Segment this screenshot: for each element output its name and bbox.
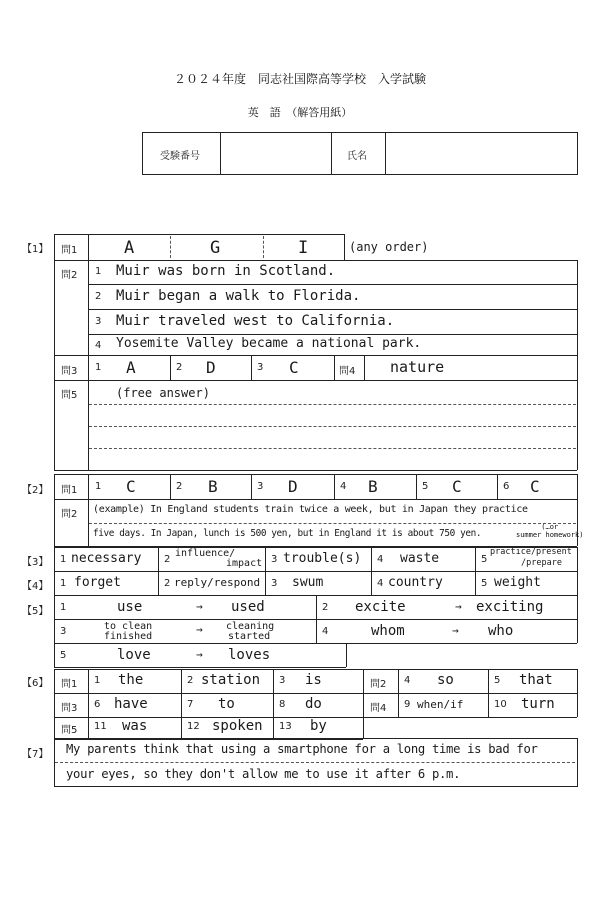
s4-num: 5 (481, 578, 488, 589)
name-field[interactable] (386, 133, 575, 173)
s1-q4-answer[interactable]: nature (390, 358, 445, 376)
s2-q1-label: 問1 (61, 485, 78, 496)
s6-num: 9 (404, 699, 411, 710)
s4-answer[interactable]: forget (74, 575, 121, 590)
s5-num: 1 (60, 602, 67, 613)
arrow-icon: → (452, 624, 459, 637)
s5-from[interactable]: to clean (104, 621, 153, 632)
s4-num: 3 (271, 578, 278, 589)
s6-answer[interactable]: is (305, 672, 322, 688)
s6-answer[interactable]: to (218, 696, 235, 712)
s4-num: 1 (60, 578, 67, 589)
s2-q2-note (516, 523, 583, 539)
s6-num: 4 (404, 675, 411, 686)
section-7-tag: 【7】 (22, 749, 49, 760)
section-6-tag: 【6】 (22, 678, 49, 689)
s6-num: 7 (187, 699, 194, 710)
s6-num: 3 (279, 675, 286, 686)
s5-num: 2 (322, 602, 329, 613)
s2-q2-label: 問2 (61, 509, 78, 520)
s6-q3-label: 問3 (61, 703, 78, 714)
s2-q1-answer[interactable]: B (208, 477, 218, 496)
s1-q5-label: 問5 (61, 390, 78, 401)
s6-q4-label: 問4 (370, 703, 387, 714)
s5-to[interactable]: exciting (476, 599, 544, 615)
s3-num: 4 (377, 554, 384, 565)
s6-answer[interactable]: do (305, 696, 322, 712)
s1-q5-answer[interactable]: (free answer) (116, 386, 210, 400)
s5-from[interactable]: excite (355, 599, 406, 615)
s1-q3-num: 1 (95, 362, 102, 373)
exam-number-label: 受験番号 (160, 151, 200, 162)
s3-answer[interactable]: necessary (71, 551, 142, 566)
s6-num: 8 (279, 699, 286, 710)
s5-to[interactable]: used (231, 599, 265, 615)
s3-num: 2 (164, 554, 171, 565)
s4-answer[interactable]: country (388, 575, 443, 590)
s6-answer[interactable]: by (310, 718, 327, 734)
s1-q4-label: 問4 (339, 366, 356, 377)
s1-q1-answer[interactable]: A (124, 238, 135, 258)
s2-q1-num: 1 (95, 481, 102, 492)
s1-q2-answer[interactable]: Yosemite Valley became a national park. (116, 336, 422, 351)
s6-num: 12 (187, 721, 200, 732)
s3-answer-2: /prepare (521, 558, 562, 568)
s1-q3-answer[interactable]: D (206, 358, 216, 377)
s1-q2-answer[interactable]: Muir traveled west to California. (116, 313, 395, 329)
s5-num: 4 (322, 626, 329, 637)
s6-answer[interactable]: so (437, 672, 454, 688)
s1-q2-num: 4 (95, 340, 102, 351)
s6-num: 2 (187, 675, 194, 686)
arrow-icon: → (196, 648, 203, 661)
s7-answer-line[interactable]: your eyes, so they don't allow me to use it after 6 p.m. (66, 767, 461, 781)
arrow-icon: → (196, 600, 203, 613)
s5-to-2: started (228, 631, 271, 642)
s6-answer[interactable]: have (114, 696, 148, 712)
s5-from[interactable]: love (117, 647, 151, 663)
s3-answer[interactable]: influence/ (175, 548, 236, 559)
s2-q1-num: 3 (257, 481, 264, 492)
s5-to[interactable]: who (488, 623, 514, 639)
s5-from-2: finished (104, 631, 153, 642)
s2-q1-answer[interactable]: D (288, 477, 298, 496)
s4-num: 2 (164, 578, 171, 589)
name-label: 氏名 (347, 151, 367, 162)
section-2-tag: 【2】 (22, 485, 49, 496)
s3-answer-2: impact (226, 558, 263, 569)
s1-q2-answer[interactable]: Muir was born in Scotland. (116, 263, 336, 279)
s3-answer[interactable]: practice/present (490, 547, 572, 557)
s6-answer[interactable]: station (201, 672, 261, 688)
s6-q2-label: 問2 (370, 679, 387, 690)
s1-q3-label: 問3 (61, 366, 78, 377)
s1-q3-num: 3 (257, 362, 264, 373)
s1-q3-answer[interactable]: C (289, 358, 299, 377)
s6-answer[interactable]: turn (521, 696, 555, 712)
s6-num: 5 (494, 675, 501, 686)
s4-answer[interactable]: weight (494, 575, 541, 590)
s6-answer[interactable]: that (519, 672, 553, 688)
s5-from[interactable]: use (117, 599, 143, 615)
s2-q2-answer-line[interactable]: five days. In Japan, lunch is 500 yen, but in England it is about 750 yen. (93, 528, 482, 539)
s2-q1-answer[interactable]: C (452, 477, 462, 496)
s1-q2-answer[interactable]: Muir began a walk to Florida. (116, 288, 361, 304)
s2-q1-answer[interactable]: C (126, 477, 136, 496)
s6-num: 10 (494, 699, 507, 710)
page-title: ２０２４年度 同志社国際高等学校 入学試験 (173, 72, 426, 86)
s6-q5-label: 問5 (61, 725, 78, 736)
s5-num: 5 (60, 650, 67, 661)
s1-q1-answer[interactable]: G (210, 238, 221, 258)
s1-q2-num: 1 (95, 266, 102, 277)
s2-q2-answer-line[interactable]: (example) In England students train twice a week, but in Japan they practice (93, 504, 528, 515)
s1-q2-num: 3 (95, 316, 102, 327)
s2-q2-note-top: (…or (541, 523, 559, 531)
exam-number-field[interactable] (221, 133, 330, 173)
s1-q1-label: 問1 (61, 245, 78, 256)
s1-q3-num: 2 (176, 362, 183, 373)
s4-answer[interactable]: swum (292, 575, 324, 590)
s2-q1-answer[interactable]: B (368, 477, 378, 496)
s3-num: 5 (481, 554, 488, 565)
s2-q1-num: 5 (422, 481, 429, 492)
s5-to[interactable]: loves (228, 647, 271, 663)
s5-from[interactable]: whom (371, 623, 405, 639)
s1-q3-answer[interactable]: A (126, 358, 136, 377)
section-3-tag: 【3】 (22, 557, 49, 568)
section-5-tag: 【5】 (22, 606, 49, 617)
page-subtitle: 英 語 （解答用紙） (247, 106, 353, 119)
s4-answer[interactable]: reply/respond (174, 576, 261, 589)
s6-num: 11 (94, 721, 107, 732)
s6-num: 13 (279, 721, 292, 732)
s6-answer[interactable]: when/if (417, 698, 464, 711)
s4-num: 4 (377, 578, 384, 589)
s5-to[interactable]: cleaning (226, 621, 275, 632)
s6-answer[interactable]: the (118, 672, 144, 688)
s6-num: 6 (94, 699, 101, 710)
s6-num: 1 (94, 675, 101, 686)
s3-num: 3 (271, 554, 278, 565)
s1-q2-label: 問2 (61, 270, 78, 281)
section-1-tag: 【1】 (22, 244, 49, 255)
s6-q1-label: 問1 (61, 679, 78, 690)
s7-answer-line[interactable]: My parents think that using a smartphone for a long time is bad for (66, 742, 538, 756)
s6-answer[interactable]: spoken (212, 718, 263, 734)
s6-answer[interactable]: was (122, 718, 148, 734)
section-4-tag: 【4】 (22, 581, 49, 592)
s2-q2-note-bottom: summer homework) (516, 531, 584, 539)
s2-q1-num: 4 (340, 481, 347, 492)
arrow-icon: → (455, 600, 462, 613)
s5-num: 3 (60, 626, 67, 637)
s2-q1-answer[interactable]: C (530, 477, 540, 496)
arrow-icon: → (196, 623, 203, 636)
s2-q1-num: 2 (176, 481, 183, 492)
s1-q1-note: (any order) (349, 240, 429, 254)
s3-answer[interactable]: waste (400, 551, 440, 566)
s1-q2-num: 2 (95, 291, 102, 302)
s3-answer[interactable]: trouble(s) (283, 551, 362, 566)
s2-q1-num: 6 (503, 481, 510, 492)
s3-num: 1 (60, 554, 67, 565)
s1-q1-answer[interactable]: I (298, 238, 309, 258)
